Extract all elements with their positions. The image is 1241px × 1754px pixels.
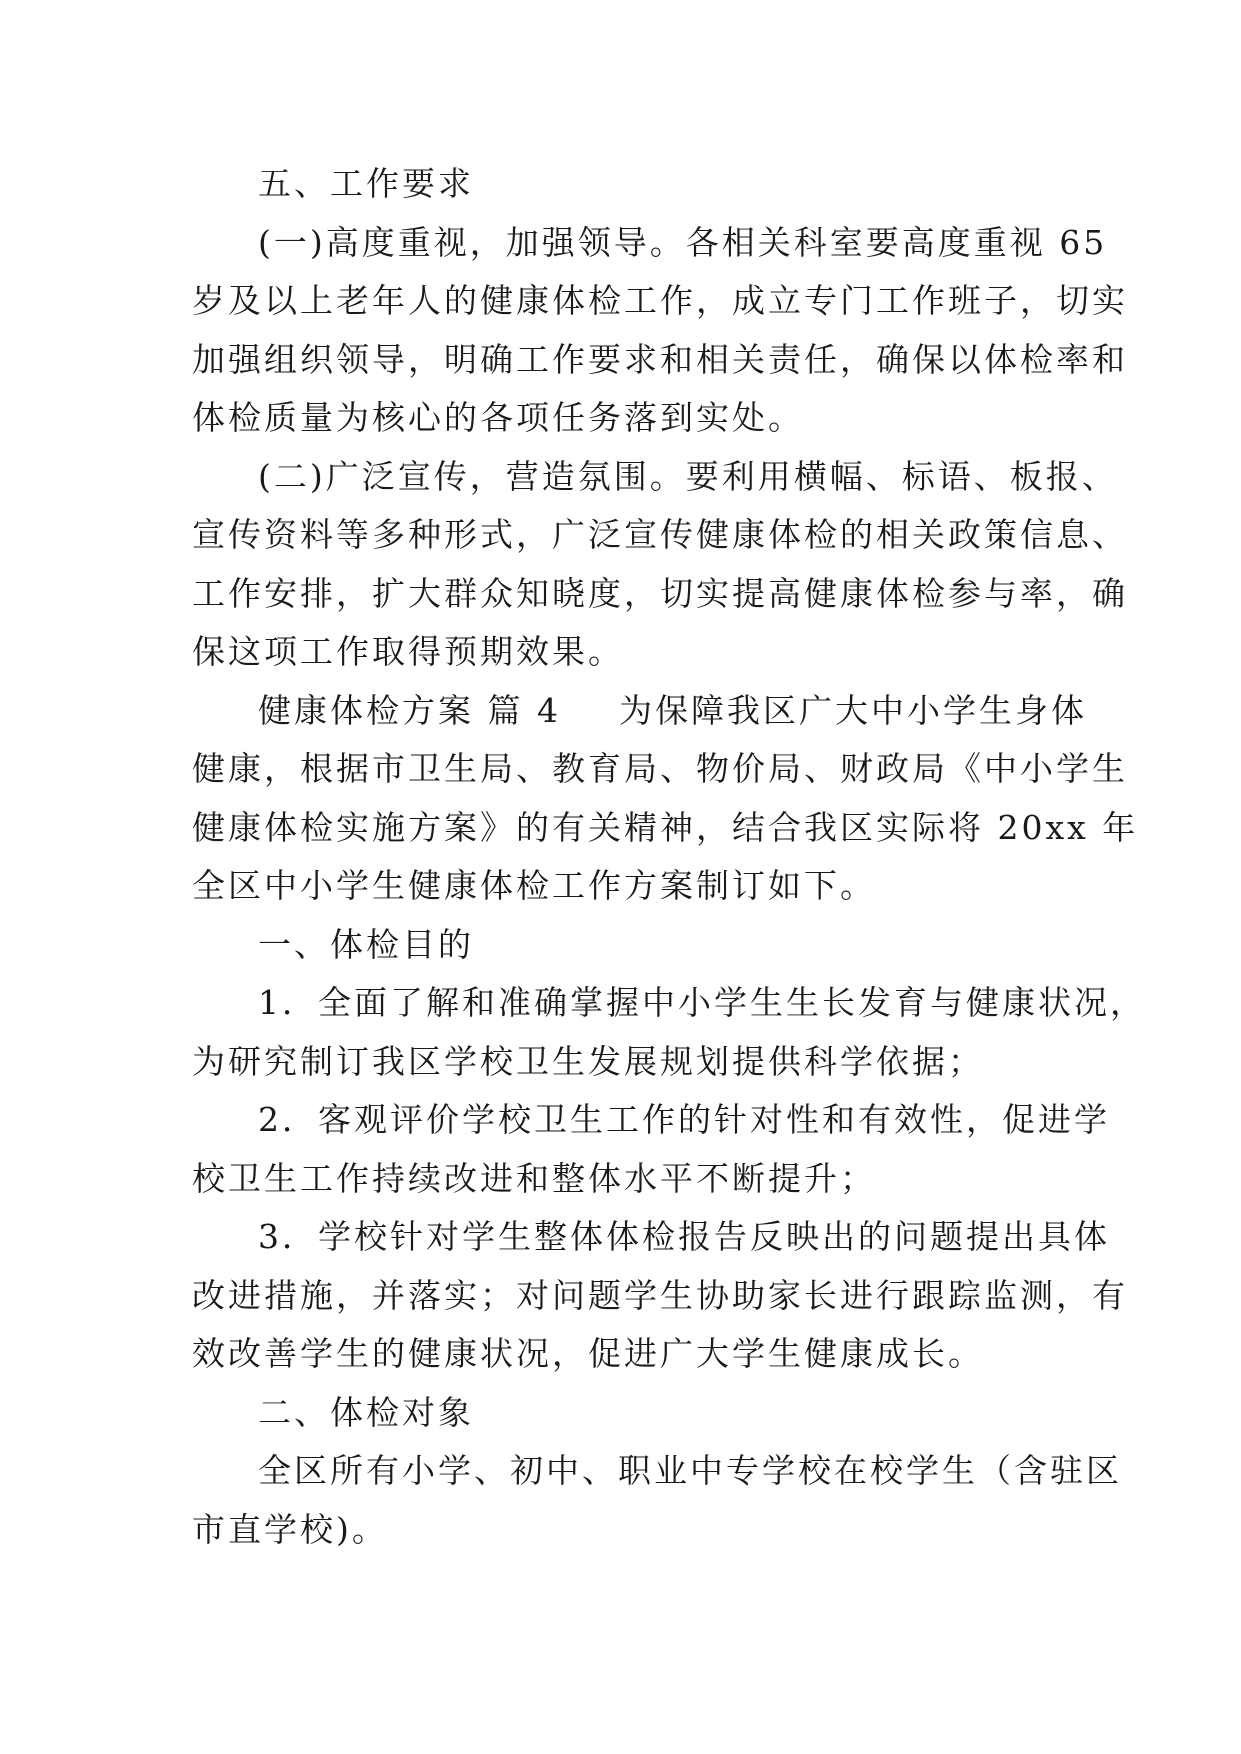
section-heading-work-requirements: 五、工作要求 [258, 164, 474, 203]
list-item-line: 改进措施，并落实；对问题学生协助家长进行跟踪监测，有 [192, 1275, 1128, 1315]
list-item-line: 效改善学生的健康状况，促进广大学生健康成长。 [192, 1334, 984, 1373]
paragraph-line: (二)广泛宣传，营造氛围。要利用横幅、标语、板报、 [258, 456, 1118, 496]
paragraph-line: (一)高度重视，加强领导。各相关科室要高度重视 65 [258, 222, 1108, 262]
list-item-line: 为研究制订我区学校卫生发展规划提供科学依据； [192, 1041, 984, 1081]
paragraph-line: 工作安排，扩大群众知晓度，切实提高健康体检参与率，确 [192, 573, 1128, 613]
paragraph-line: 体检质量为核心的各项任务落到实处。 [192, 398, 804, 437]
paragraph-line: 健康，根据市卫生局、教育局、物价局、财政局《中小学生 [192, 749, 1128, 788]
plan-intro: 为保障我区广大中小学生身体 [618, 690, 1087, 730]
plan-title: 健康体检方案 篇 4 [258, 690, 561, 730]
section-heading-targets: 二、体检对象 [258, 1392, 474, 1432]
list-item-line: 1．全面了解和准确掌握中小学生生长发育与健康状况， [258, 983, 1146, 1022]
list-item-line: 3．学校针对学生整体体检报告反映出的问题提出具体 [258, 1217, 1110, 1256]
document-body [192, 155, 1146, 1559]
paragraph-line: 保这项工作取得预期效果。 [192, 632, 624, 671]
paragraph-line: 市直学校)。 [192, 1509, 388, 1549]
section-heading-purpose: 一、体检目的 [258, 924, 474, 964]
paragraph-line: 全区所有小学、初中、职业中专学校在校学生（含驻区 [258, 1451, 1122, 1490]
paragraph-line: 健康体检实施方案》的有关精神，结合我区实际将 20xx 年 [192, 807, 1139, 847]
paragraph-line: 宣传资料等多种形式，广泛宣传健康体检的相关政策信息、 [192, 515, 1128, 554]
paragraph-line: 岁及以上老年人的健康体检工作，成立专门工作班子，切实 [192, 281, 1128, 320]
plan-heading-line [192, 682, 1087, 741]
paragraph-line: 加强组织领导，明确工作要求和相关责任，确保以体检率和 [192, 339, 1128, 379]
list-item-line: 校卫生工作持续改进和整体水平不断提升； [192, 1158, 876, 1198]
paragraph-line: 全区中小学生健康体检工作方案制订如下。 [192, 866, 876, 905]
list-item-line: 2．客观评价学校卫生工作的针对性和有效性，促进学 [258, 1100, 1110, 1139]
